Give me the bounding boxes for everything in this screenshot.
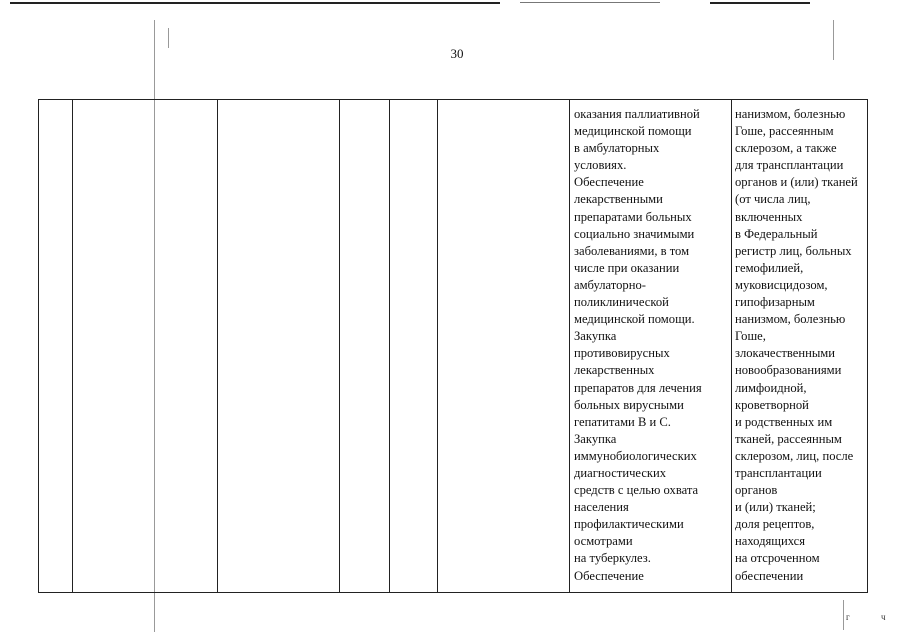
text-line: на туберкулез.	[574, 551, 651, 566]
text-line: условиях.	[574, 158, 627, 173]
text-line: находящихся	[735, 534, 806, 549]
scan-mark: ч	[881, 612, 886, 622]
text-line: лекарственных	[574, 363, 655, 378]
text-line: нанизмом, болезнью	[735, 107, 846, 121]
text-line: гипофизарным	[735, 295, 815, 310]
text-line: социально значимыми	[574, 226, 695, 241]
text-line: препаратами больных	[574, 209, 692, 224]
page-number: 30	[450, 46, 464, 61]
text-line: органов	[735, 483, 778, 498]
text-line: противовирусных	[574, 346, 670, 361]
text-line: препаратов для лечения	[574, 380, 702, 395]
table-column-divider	[731, 100, 732, 592]
text-line: трансплантации	[735, 465, 822, 480]
text-line: лимфоидной,	[735, 380, 807, 395]
text-line: включенных	[735, 209, 803, 224]
text-line: профилактическими	[574, 517, 684, 532]
text-line: тканей, рассеянным	[735, 431, 842, 446]
text-line: диагностических	[574, 465, 667, 480]
text-line: регистр лиц, больных	[735, 243, 852, 258]
table-column-divider	[72, 100, 73, 592]
text-line: медицинской помощи	[574, 124, 692, 139]
text-line: амбулаторно-	[574, 277, 646, 292]
scan-vertical-line	[843, 600, 844, 630]
text-line: новообразованиями	[735, 363, 842, 378]
text-line: обеспечении	[735, 568, 804, 583]
table-cell-column-7	[574, 106, 702, 585]
text-line: склерозом, лиц, после	[735, 448, 854, 463]
text-line: и (или) тканей;	[735, 500, 816, 515]
table-column-divider	[217, 100, 218, 592]
scan-mark: г	[846, 612, 850, 622]
text-line: (от числа лиц,	[735, 192, 811, 207]
text-line: для трансплантации	[735, 158, 844, 173]
text-line: Закупка	[574, 431, 617, 446]
text-line: иммунобиологических	[574, 448, 697, 463]
table-cell-column-8	[735, 106, 858, 585]
text-line: гемофилией,	[735, 260, 804, 275]
text-line: средств с целью охвата	[574, 483, 699, 498]
text-line: Гоше,	[735, 329, 766, 344]
text-line: заболеваниями, в том	[574, 243, 690, 258]
text-line: нанизмом, болезнью	[735, 312, 846, 327]
table-column-divider	[569, 100, 570, 592]
text-line: гепатитами В и С.	[574, 414, 671, 429]
text-line: в Федеральный	[735, 226, 818, 241]
scan-top-line	[520, 2, 660, 3]
scan-vertical-line	[833, 20, 834, 60]
text-line: лекарственными	[574, 192, 663, 207]
text-line: в амбулаторных	[574, 141, 660, 156]
table-column-divider	[437, 100, 438, 592]
text-line: Гоше, рассеянным	[735, 124, 834, 139]
text-line: оказания паллиативной	[574, 107, 700, 121]
scan-top-line	[10, 2, 500, 4]
text-line: муковисцидозом,	[735, 277, 828, 292]
text-line: и родственных им	[735, 414, 833, 429]
text-line: кроветворной	[735, 397, 809, 412]
text-line: больных вирусными	[574, 397, 684, 412]
text-line: злокачественными	[735, 346, 836, 361]
document-table	[38, 99, 868, 593]
text-line: числе при оказании	[574, 260, 680, 275]
text-line: на отсроченном	[735, 551, 820, 566]
text-line: Обеспечение	[574, 568, 644, 583]
text-line: поликлинической	[574, 295, 669, 310]
text-line: медицинской помощи.	[574, 312, 695, 327]
scan-top-line	[710, 2, 810, 4]
scan-vertical-line	[168, 28, 169, 48]
text-line: осмотрами	[574, 534, 633, 549]
text-line: органов и (или) тканей	[735, 175, 858, 190]
text-line: доля рецептов,	[735, 517, 815, 532]
text-line: склерозом, а также	[735, 141, 837, 156]
text-line: населения	[574, 500, 629, 515]
text-line: Закупка	[574, 329, 617, 344]
text-line: Обеспечение	[574, 175, 644, 190]
table-column-divider	[389, 100, 390, 592]
table-column-divider	[339, 100, 340, 592]
